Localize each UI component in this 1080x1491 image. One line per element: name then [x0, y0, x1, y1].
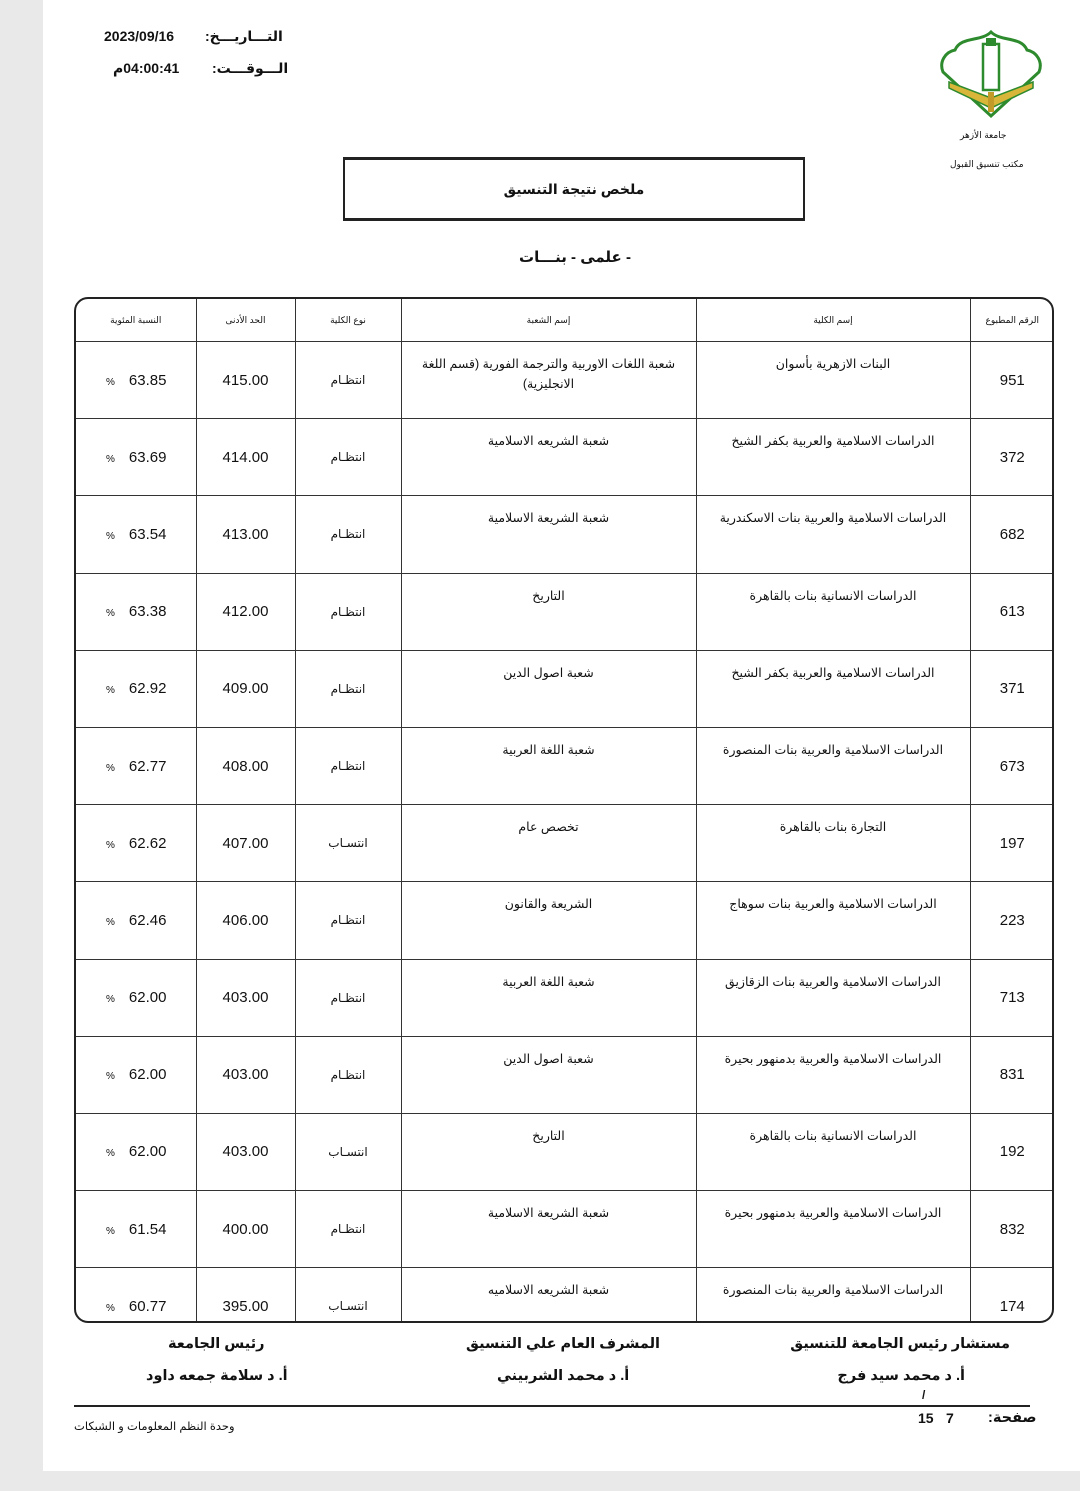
cell-percent	[76, 727, 196, 804]
page-current: 7	[946, 1410, 954, 1426]
percent-sign: %	[106, 839, 115, 851]
percent-value: 62.00	[128, 1066, 167, 1084]
cell-min: 403.00	[196, 959, 295, 1036]
cell-type: انتظـام	[295, 882, 401, 959]
percent-sign: %	[106, 453, 115, 465]
cell-percent	[76, 959, 196, 1036]
cell-type: انتسـاب	[295, 1113, 401, 1190]
cell-min: 400.00	[196, 1191, 295, 1268]
percent-sign: %	[106, 1302, 115, 1314]
cell-type: انتظـام	[295, 1191, 401, 1268]
page-total: 15	[918, 1410, 934, 1426]
percent-value: 62.00	[128, 1143, 167, 1161]
cell-percent	[76, 419, 196, 496]
table-row	[76, 650, 1054, 727]
signature-name-president: أ. د سلامة جمعه داود	[146, 1368, 288, 1384]
cell-percent	[76, 1268, 196, 1323]
percent-value: 63.69	[128, 448, 167, 466]
col-header-percent: النسبة المئوية	[76, 299, 196, 342]
cell-type: انتسـاب	[295, 1268, 401, 1323]
al-azhar-logo	[935, 28, 1047, 120]
cell-type: انتظـام	[295, 1036, 401, 1113]
cell-code: 613	[970, 573, 1054, 650]
signature-role-president: رئيس الجامعة	[168, 1336, 265, 1352]
cell-min: 395.00	[196, 1268, 295, 1323]
percent-value: 61.54	[128, 1220, 167, 1238]
cell-code: 682	[970, 496, 1054, 573]
cell-code: 192	[970, 1113, 1054, 1190]
cell-branch: التاريخ	[401, 573, 696, 650]
cell-branch: شعبة الشريعه الاسلامية	[401, 419, 696, 496]
cell-branch: شعبة اصول الدين	[401, 1036, 696, 1113]
cell-type: انتظـام	[295, 650, 401, 727]
cell-college: التجارة بنات بالقاهرة	[696, 805, 970, 882]
cell-college: الدراسات الاسلامية والعربية بدمنهور بحيرة	[696, 1036, 970, 1113]
cell-code: 372	[970, 419, 1054, 496]
table-row	[76, 959, 1054, 1036]
cell-college: الدراسات الاسلامية والعربية بدمنهور بحيرة	[696, 1191, 970, 1268]
cell-percent	[76, 805, 196, 882]
percent-sign: %	[106, 685, 115, 697]
signature-slash: /	[922, 1388, 926, 1402]
cell-min: 403.00	[196, 1113, 295, 1190]
report-subtitle: - علمى - بنـــات	[519, 249, 631, 266]
cell-percent	[76, 573, 196, 650]
table-row	[76, 882, 1054, 959]
table-row	[76, 1036, 1054, 1113]
col-header-type: نوع الكلية	[295, 299, 401, 342]
cell-percent	[76, 342, 196, 419]
time-label: الـــوقـــت:	[212, 60, 289, 76]
date-value: 2023/09/16	[104, 28, 175, 44]
table-row	[76, 1268, 1054, 1323]
percent-sign: %	[106, 762, 115, 774]
cell-branch: شعبة اللغات الاوربية والترجمة الفورية (قسم اللغة الانجليزية)	[401, 342, 696, 419]
cell-branch: شعبة اصول الدين	[401, 650, 696, 727]
signature-name-supervisor: أ. د محمد الشربيني	[497, 1368, 630, 1384]
report-title: ملخص نتيجة التنسيق	[343, 157, 805, 221]
office-name: مكتب تنسيق القبول	[950, 159, 1024, 169]
cell-code: 951	[970, 342, 1054, 419]
percent-sign: %	[106, 376, 115, 388]
percent-value: 63.38	[128, 603, 167, 621]
cell-branch: شعبة الشريعه الاسلاميه	[401, 1268, 696, 1323]
col-header-code: الرقم المطبوع	[970, 299, 1054, 342]
percent-value: 60.77	[128, 1297, 167, 1315]
cell-code: 197	[970, 805, 1054, 882]
cell-branch: شعبة اللغة العربية	[401, 727, 696, 804]
percent-sign: %	[106, 1225, 115, 1237]
col-header-college: إسم الكلية	[696, 299, 970, 342]
cell-college: الدراسات الاسلامية والعربية بكفر الشيخ	[696, 650, 970, 727]
cell-min: 415.00	[196, 342, 295, 419]
cell-type: انتظـام	[295, 419, 401, 496]
university-name: جامعة الأزهر	[960, 130, 1007, 140]
cell-percent	[76, 1113, 196, 1190]
signature-name-advisor: أ. د محمد سيد فرج	[837, 1368, 965, 1384]
cell-code: 223	[970, 882, 1054, 959]
time-value: 04:00:41م	[113, 60, 180, 76]
cell-percent	[76, 496, 196, 573]
table-row	[76, 1113, 1054, 1190]
cell-type: انتظـام	[295, 727, 401, 804]
percent-value: 62.92	[128, 680, 167, 698]
cell-percent	[76, 882, 196, 959]
cell-college: الدراسات الاسلامية والعربية بنات الزقازيق	[696, 959, 970, 1036]
cell-type: انتظـام	[295, 573, 401, 650]
cell-college: الدراسات الاسلامية والعربية بكفر الشيخ	[696, 419, 970, 496]
table-row	[76, 727, 1054, 804]
cell-college: الدراسات الانسانية بنات بالقاهرة	[696, 573, 970, 650]
cell-type: انتظـام	[295, 342, 401, 419]
percent-sign: %	[106, 1071, 115, 1083]
cell-college: الدراسات الاسلامية والعربية بنات المنصورة	[696, 727, 970, 804]
cell-code: 174	[970, 1268, 1054, 1323]
table-row	[76, 496, 1054, 573]
cell-type: انتظـام	[295, 959, 401, 1036]
cell-branch: التاريخ	[401, 1113, 696, 1190]
percent-value: 62.62	[128, 834, 167, 852]
cell-percent	[76, 1036, 196, 1113]
table-row	[76, 805, 1054, 882]
percent-value: 63.54	[128, 525, 167, 543]
cell-code: 673	[970, 727, 1054, 804]
percent-sign: %	[106, 530, 115, 542]
cell-min: 412.00	[196, 573, 295, 650]
col-header-min: الحد الأدنى	[196, 299, 295, 342]
cell-percent	[76, 1191, 196, 1268]
cell-min: 406.00	[196, 882, 295, 959]
cell-branch: تخصص عام	[401, 805, 696, 882]
percent-sign: %	[106, 1148, 115, 1160]
percent-sign: %	[106, 994, 115, 1006]
cell-type: انتسـاب	[295, 805, 401, 882]
footer-divider	[74, 1405, 1030, 1407]
cell-percent	[76, 650, 196, 727]
date-label: التـــاريـــخ:	[205, 28, 283, 44]
footer-unit: وحدة النظم المعلومات و الشبكات	[74, 1421, 235, 1433]
cell-code: 371	[970, 650, 1054, 727]
percent-value: 62.77	[128, 757, 167, 775]
cell-college: الدراسات الاسلامية والعربية بنات الاسكندرية	[696, 496, 970, 573]
cell-type: انتظـام	[295, 496, 401, 573]
table-row	[76, 419, 1054, 496]
percent-value: 62.00	[128, 989, 167, 1007]
table-row	[76, 342, 1054, 419]
cell-branch: الشريعة والقانون	[401, 882, 696, 959]
cell-min: 414.00	[196, 419, 295, 496]
cell-min: 407.00	[196, 805, 295, 882]
cell-min: 413.00	[196, 496, 295, 573]
cell-code: 713	[970, 959, 1054, 1036]
cell-branch: شعبة الشريعة الاسلامية	[401, 1191, 696, 1268]
cell-min: 403.00	[196, 1036, 295, 1113]
table-row	[76, 573, 1054, 650]
cell-min: 408.00	[196, 727, 295, 804]
table-header-row	[76, 299, 1054, 342]
table-row	[76, 1191, 1054, 1268]
percent-value: 62.46	[128, 911, 167, 929]
cell-college: البنات الازهرية بأسوان	[696, 342, 970, 419]
col-header-branch: إسم الشعبة	[401, 299, 696, 342]
percent-value: 63.85	[128, 371, 167, 389]
signature-role-supervisor: المشرف العام علي التنسيق	[466, 1336, 661, 1352]
percent-sign: %	[106, 608, 115, 620]
cell-college: الدراسات الاسلامية والعربية بنات سوهاج	[696, 882, 970, 959]
page-label: صفحة:	[988, 1410, 1037, 1426]
percent-sign: %	[106, 916, 115, 928]
results-table	[74, 297, 1054, 1323]
cell-college: الدراسات الانسانية بنات بالقاهرة	[696, 1113, 970, 1190]
cell-min: 409.00	[196, 650, 295, 727]
cell-college: الدراسات الاسلامية والعربية بنات المنصورة	[696, 1268, 970, 1323]
cell-branch: شعبة الشريعة الاسلامية	[401, 496, 696, 573]
cell-code: 831	[970, 1036, 1054, 1113]
cell-branch: شعبة اللغة العربية	[401, 959, 696, 1036]
signature-role-advisor: مستشار رئيس الجامعة للتنسيق	[790, 1336, 1010, 1352]
cell-code: 832	[970, 1191, 1054, 1268]
